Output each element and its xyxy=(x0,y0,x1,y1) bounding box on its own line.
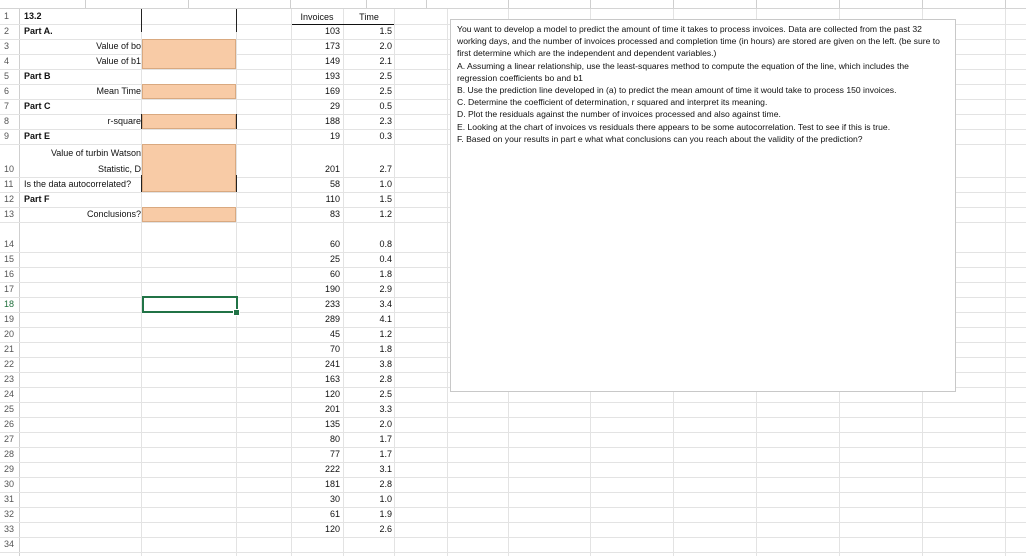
column-divider[interactable] xyxy=(673,0,674,8)
time-cell[interactable]: 2.9 xyxy=(379,284,392,294)
row-number[interactable]: 18 xyxy=(4,299,15,309)
time-cell[interactable]: 0.5 xyxy=(379,101,392,111)
invoices-cell[interactable]: 188 xyxy=(324,116,340,126)
row-number[interactable]: 31 xyxy=(4,494,15,504)
row-number[interactable]: 3 xyxy=(4,41,10,51)
row-number[interactable]: 5 xyxy=(4,71,10,81)
row-gridline xyxy=(20,552,1026,553)
column-divider[interactable] xyxy=(508,0,509,8)
time-cell[interactable]: 2.1 xyxy=(379,56,392,66)
row-number[interactable]: 28 xyxy=(4,449,15,459)
header-underline xyxy=(292,24,394,25)
row-gridline xyxy=(20,492,1026,493)
invoices-cell[interactable]: 193 xyxy=(324,71,340,81)
time-cell[interactable]: 2.8 xyxy=(379,374,392,384)
time-cell[interactable]: 2.3 xyxy=(379,116,392,126)
cell-border xyxy=(236,175,237,192)
invoices-cell[interactable]: 163 xyxy=(324,374,340,384)
row-number[interactable]: 13 xyxy=(4,209,15,219)
invoices-cell[interactable]: 289 xyxy=(324,314,340,324)
column-divider[interactable] xyxy=(839,0,840,8)
column-header-strip[interactable] xyxy=(0,0,1026,9)
column-gridline xyxy=(394,9,395,556)
row-number[interactable]: 32 xyxy=(4,509,15,519)
invoices-cell[interactable]: 45 xyxy=(329,329,340,339)
invoices-cell[interactable]: 149 xyxy=(324,56,340,66)
row-number[interactable]: 9 xyxy=(4,131,10,141)
r-square-label[interactable]: r-square xyxy=(107,116,141,126)
bo-b1-input-cells[interactable] xyxy=(142,39,236,69)
invoices-cell[interactable]: 135 xyxy=(324,419,340,429)
row-gridline xyxy=(20,537,1026,538)
column-divider[interactable] xyxy=(188,0,189,8)
sheet-title[interactable]: 13.2 xyxy=(24,11,42,21)
time-cell[interactable]: 2.0 xyxy=(379,41,392,51)
invoices-cell[interactable]: 201 xyxy=(324,164,340,174)
row-number[interactable]: 2 xyxy=(4,26,10,36)
mean-time-input-cell[interactable] xyxy=(142,84,236,99)
cell-border xyxy=(236,114,237,129)
invoices-cell[interactable]: 25 xyxy=(329,254,340,264)
time-cell[interactable]: 1.2 xyxy=(379,329,392,339)
instructions-part-f: F. Based on your results in part e what what conclusions can you reach about the validity of the prediction? xyxy=(457,133,863,144)
autocorrelated-question[interactable]: Is the data autocorrelated? xyxy=(24,179,132,189)
row-number[interactable]: 7 xyxy=(4,101,10,111)
row-number[interactable]: 34 xyxy=(4,539,15,549)
invoices-cell[interactable]: 222 xyxy=(324,464,340,474)
instructions-part-e: E. Looking at the chart of invoices vs residuals there appears to be some autocorrelation. Test to see if this is true. xyxy=(457,121,891,132)
invoices-cell[interactable]: 80 xyxy=(329,434,340,444)
invoices-cell[interactable]: 70 xyxy=(329,344,340,354)
durbin-watson-input-cell[interactable] xyxy=(142,144,236,192)
row-gridline xyxy=(20,447,1026,448)
column-gridline xyxy=(447,9,448,556)
row-number[interactable]: 6 xyxy=(4,86,10,96)
column-divider[interactable] xyxy=(756,0,757,8)
time-cell[interactable]: 1.0 xyxy=(379,494,392,504)
row-number[interactable]: 23 xyxy=(4,374,15,384)
time-cell[interactable]: 4.1 xyxy=(379,314,392,324)
instructions-part-c: C. Determine the coefficient of determination, r squared and interpret its meaning. xyxy=(457,97,768,108)
invoices-cell[interactable]: 61 xyxy=(329,509,340,519)
column-divider[interactable] xyxy=(366,0,367,8)
row-number[interactable]: 25 xyxy=(4,404,15,414)
instructions-part-d: D. Plot the residuals against the number of invoices processed and also against time. xyxy=(457,109,781,120)
row-number[interactable]: 17 xyxy=(4,284,15,294)
time-cell[interactable]: 2.6 xyxy=(379,524,392,534)
time-cell[interactable]: 1.0 xyxy=(379,179,392,189)
invoices-cell[interactable]: 120 xyxy=(324,524,340,534)
time-cell[interactable]: 3.4 xyxy=(379,299,392,309)
row-number[interactable]: 24 xyxy=(4,389,15,399)
invoices-cell[interactable]: 77 xyxy=(329,449,340,459)
time-cell[interactable]: 2.0 xyxy=(379,419,392,429)
conclusions-label[interactable]: Conclusions? xyxy=(86,209,141,219)
row-number[interactable]: 8 xyxy=(4,116,10,126)
invoices-cell[interactable]: 241 xyxy=(324,359,340,369)
column-divider[interactable] xyxy=(85,0,86,8)
cell-border xyxy=(141,175,142,192)
time-cell[interactable]: 1.7 xyxy=(379,434,392,444)
row-gridline xyxy=(20,507,1026,508)
invoices-cell[interactable]: 181 xyxy=(324,479,340,489)
invoices-cell[interactable]: 29 xyxy=(329,101,340,111)
time-cell[interactable]: 1.7 xyxy=(379,449,392,459)
invoices-cell[interactable]: 173 xyxy=(324,41,340,51)
row-number[interactable]: 22 xyxy=(4,359,15,369)
row-gridline xyxy=(20,402,1026,403)
row-number[interactable]: 1 xyxy=(4,11,10,21)
column-divider[interactable] xyxy=(590,0,591,8)
time-cell[interactable]: 2.7 xyxy=(379,164,392,174)
time-cell[interactable]: 1.8 xyxy=(379,269,392,279)
invoices-cell[interactable]: 201 xyxy=(324,404,340,414)
time-cell[interactable]: 1.2 xyxy=(379,209,392,219)
time-cell[interactable]: 2.5 xyxy=(379,389,392,399)
row-number[interactable]: 15 xyxy=(4,254,15,264)
fill-handle[interactable] xyxy=(233,309,240,316)
row-gridline xyxy=(20,462,1026,463)
mean-time-label[interactable]: Mean Time xyxy=(96,86,141,96)
column-gridline xyxy=(1005,9,1006,556)
row-number[interactable]: 29 xyxy=(4,464,15,474)
row-header-gridline xyxy=(0,552,20,553)
durbin-watson-label-line1[interactable]: Value of turbin Watson xyxy=(50,148,141,158)
invoices-cell[interactable]: 169 xyxy=(324,86,340,96)
row-number[interactable]: 10 xyxy=(4,164,15,174)
invoices-header[interactable]: Invoices xyxy=(300,12,334,22)
cell-border xyxy=(141,9,142,32)
instructions-part-b: B. Use the prediction line developed in (a) to predict the mean amount of time it would take to process 150 invoices. xyxy=(457,85,897,96)
column-divider[interactable] xyxy=(290,0,291,8)
column-divider[interactable] xyxy=(1005,0,1006,8)
row-header-gridline xyxy=(0,144,20,145)
invoices-cell[interactable]: 58 xyxy=(329,179,340,189)
cell-border xyxy=(236,9,237,32)
time-header[interactable]: Time xyxy=(359,12,379,22)
durbin-watson-label-line2[interactable]: Statistic, D xyxy=(97,164,141,174)
selected-cell[interactable] xyxy=(142,296,238,313)
row-number[interactable]: 12 xyxy=(4,194,15,204)
instructions-textbox[interactable] xyxy=(450,19,956,392)
invoices-cell[interactable]: 30 xyxy=(329,494,340,504)
row-gridline xyxy=(20,417,1026,418)
time-cell[interactable]: 0.8 xyxy=(379,239,392,249)
part-c-label[interactable]: Part C xyxy=(24,101,51,111)
value-of-bo-label[interactable]: Value of bo xyxy=(96,41,141,51)
instructions-intro: You want to develop a model to predict the amount of time it takes to process invoices. Data are collected from the past 32 working days, and the number of invoices processed and completion time (in hours) are stored are given on the left. (be sure to first determine which are the independent and dependent variables.) xyxy=(457,24,940,59)
row-gridline xyxy=(20,522,1026,523)
row-number[interactable]: 30 xyxy=(4,479,15,489)
invoices-cell[interactable]: 60 xyxy=(329,239,340,249)
instructions-part-a: A. Assuming a linear relationship, use the least-squares method to compute the equation of the line, which includes the regression coefficients bo and b1 xyxy=(457,60,909,83)
time-cell[interactable]: 2.5 xyxy=(379,71,392,81)
part-b-label[interactable]: Part B xyxy=(24,71,51,81)
row-number[interactable]: 16 xyxy=(4,269,15,279)
row-gridline xyxy=(20,432,1026,433)
invoices-cell[interactable]: 103 xyxy=(324,26,340,36)
part-f-label[interactable]: Part F xyxy=(24,194,50,204)
invoices-cell[interactable]: 60 xyxy=(329,269,340,279)
time-cell[interactable]: 2.5 xyxy=(379,86,392,96)
time-cell[interactable]: 0.3 xyxy=(379,131,392,141)
time-cell[interactable]: 1.5 xyxy=(379,194,392,204)
invoices-cell[interactable]: 110 xyxy=(325,194,340,204)
column-divider[interactable] xyxy=(922,0,923,8)
time-cell[interactable]: 3.3 xyxy=(379,404,392,414)
time-cell[interactable]: 1.8 xyxy=(379,344,392,354)
row-number[interactable]: 11 xyxy=(4,179,14,189)
row-number[interactable]: 20 xyxy=(4,329,15,339)
row-number[interactable]: 21 xyxy=(4,344,15,354)
part-a-label[interactable]: Part A. xyxy=(24,26,53,36)
column-gridline xyxy=(236,9,237,556)
row-number[interactable]: 14 xyxy=(4,239,15,249)
time-cell[interactable]: 3.1 xyxy=(379,464,392,474)
time-cell[interactable]: 1.5 xyxy=(379,26,392,36)
row-number[interactable]: 4 xyxy=(4,56,10,66)
row-number[interactable]: 26 xyxy=(4,419,15,429)
conclusions-input-cell[interactable] xyxy=(142,207,236,222)
time-cell[interactable]: 2.8 xyxy=(379,479,392,489)
row-number[interactable]: 33 xyxy=(4,524,15,534)
part-e-label[interactable]: Part E xyxy=(24,131,51,141)
time-cell[interactable]: 3.8 xyxy=(379,359,392,369)
column-divider[interactable] xyxy=(426,0,427,8)
r-square-input-cell[interactable] xyxy=(142,114,236,129)
row-number[interactable]: 27 xyxy=(4,434,15,444)
invoices-cell[interactable]: 233 xyxy=(324,299,340,309)
invoices-cell[interactable]: 19 xyxy=(329,131,340,141)
invoices-cell[interactable]: 190 xyxy=(324,284,340,294)
time-cell[interactable]: 0.4 xyxy=(379,254,392,264)
value-of-b1-label[interactable]: Value of b1 xyxy=(96,56,141,66)
row-header-gridline xyxy=(0,222,20,223)
row-number[interactable]: 19 xyxy=(4,314,15,324)
time-cell[interactable]: 1.9 xyxy=(379,509,392,519)
cell-border xyxy=(141,114,142,129)
invoices-cell[interactable]: 120 xyxy=(324,389,340,399)
row-gridline xyxy=(20,477,1026,478)
invoices-cell[interactable]: 83 xyxy=(329,209,340,219)
